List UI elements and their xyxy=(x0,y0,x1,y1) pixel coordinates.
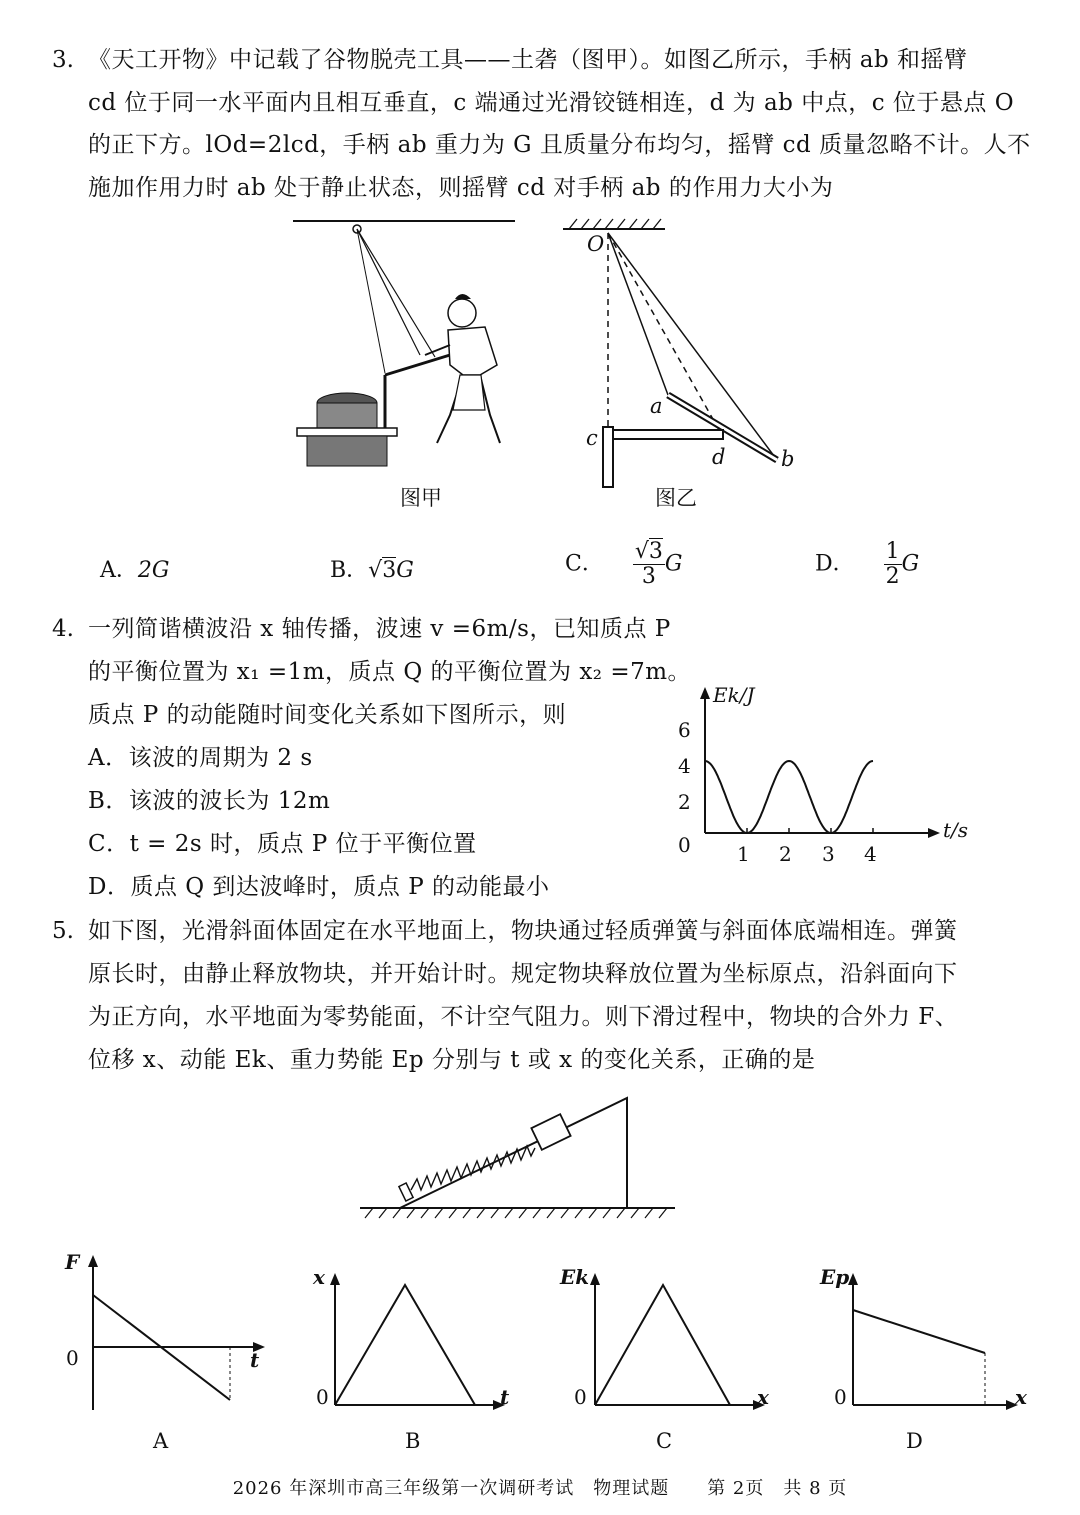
q5-graph-b[interactable] xyxy=(305,1270,515,1420)
q3-number: 3. xyxy=(52,47,74,73)
q3-option-b-text: G xyxy=(396,558,414,583)
q3-option-d[interactable] xyxy=(815,540,919,589)
q4-number: 4. xyxy=(52,616,74,642)
q3-option-c-denominator: 3 xyxy=(641,564,656,589)
q4-x-arrow xyxy=(928,828,940,838)
q4-ek-curve xyxy=(705,761,873,833)
q5-a-y-label: F xyxy=(65,1250,80,1274)
q3-option-c[interactable] xyxy=(565,540,682,589)
q4-ytick-6: 6 xyxy=(678,718,691,742)
q4-option-d[interactable]: D．质点 Q 到达波峰时，质点 P 的动能最小 xyxy=(88,874,550,900)
q5-b-y-label: x xyxy=(313,1265,325,1289)
sqrt-symbol: √ xyxy=(368,558,383,583)
q5-d-letter: D xyxy=(906,1429,923,1453)
q4-xtick-3: 3 xyxy=(822,842,835,866)
figure-yi-diagram xyxy=(555,215,805,495)
q3-option-d-fraction xyxy=(884,540,902,589)
q5-graph-c[interactable] xyxy=(565,1270,775,1420)
q3-line-4: 施加作用力时 ab 处于静止状态，则摇臂 cd 对手柄 ab 的作用力大小为 xyxy=(88,175,834,201)
q5-graph-d-line xyxy=(853,1310,985,1353)
q3-option-d-denominator: 2 xyxy=(885,564,900,589)
q4-line-1: 一列简谐横波沿 x 轴传播，波速 v =6m/s，已知质点 P xyxy=(88,616,671,642)
q5-b-letter: B xyxy=(405,1429,421,1453)
q5-graph-a[interactable] xyxy=(65,1250,275,1430)
label-d: d xyxy=(712,445,726,469)
q4-line-2: 的平衡位置为 x₁ =1m，质点 Q 的平衡位置为 x₂ =7m。 xyxy=(88,659,692,685)
q3-option-b[interactable] xyxy=(330,557,414,585)
q5-graph-d[interactable] xyxy=(825,1270,1035,1420)
q5-a-x-label: t xyxy=(250,1348,260,1372)
q4-ytick-4: 4 xyxy=(678,754,691,778)
label-O: O xyxy=(587,232,605,256)
q3-line-3: 的正下方。lOd=2lcd，手柄 ab 重力为 G 且质量分布均匀，摇臂 cd 质量忽略不计。人不 xyxy=(88,132,1031,158)
q5-graph-d-y-arrow xyxy=(848,1273,858,1285)
figure-jia-caption: 图甲 xyxy=(400,486,442,510)
q4-y-label: Ek/J xyxy=(713,683,755,707)
q3-option-c-text: G xyxy=(664,551,683,577)
q5-line-4: 位移 x、动能 Ek、重力势能 Ep 分别与 t 或 x 的变化关系，正确的是 xyxy=(88,1047,816,1073)
q5-number: 5. xyxy=(52,918,74,944)
q5-c-letter: C xyxy=(656,1429,673,1453)
q4-x-label: t/s xyxy=(943,818,969,842)
q5-graph-b-y-arrow xyxy=(330,1273,340,1285)
q5-b-origin: 0 xyxy=(316,1385,329,1409)
q5-d-y-label: Ep xyxy=(820,1265,850,1289)
q5-c-origin: 0 xyxy=(574,1385,587,1409)
q4-xtick-1: 1 xyxy=(737,842,750,866)
label-a: a xyxy=(650,394,663,418)
label-c: c xyxy=(586,426,598,450)
page-footer: 2026 年深圳市高三年级第一次调研考试 物理试题 第 2页 共 8 页 xyxy=(232,1478,848,1499)
q5-graph-b-line xyxy=(335,1285,475,1405)
q5-graph-c-line xyxy=(595,1285,730,1405)
q3-option-a-text: 2G xyxy=(137,558,170,583)
q4-line-3: 质点 P 的动能随时间变化关系如下图所示，则 xyxy=(88,702,567,728)
q3-line-1: 《天工开物》中记载了谷物脱壳工具——土砻（图甲）。如图乙所示，手柄 ab 和摇臂 xyxy=(88,47,968,73)
q3-option-d-label: D． xyxy=(815,551,855,577)
q3-line-2: cd 位于同一水平面内且相互垂直，c 端通过光滑铰链相连，d 为 ab 中点，c 位于悬点 O xyxy=(88,90,1015,116)
q5-c-y-label: Ek xyxy=(560,1265,590,1289)
q5-d-origin: 0 xyxy=(834,1385,847,1409)
q3-option-b-root: 3 xyxy=(382,558,397,583)
q5-b-x-label: t xyxy=(500,1385,510,1409)
q5-graph-c-y-arrow xyxy=(590,1273,600,1285)
q5-line-2: 原长时，由静止释放物块，并开始计时。规定物块释放位置为坐标原点，沿斜面向下 xyxy=(88,961,958,987)
figure-jia-illustration xyxy=(285,215,525,480)
q4-xtick-2: 2 xyxy=(779,842,792,866)
q4-ytick-0: 0 xyxy=(678,833,691,857)
q3-option-c-numerator: √3 xyxy=(634,539,663,564)
figure-yi-caption: 图乙 xyxy=(655,486,697,510)
q3-option-a[interactable] xyxy=(100,557,169,585)
q5-a-letter: A xyxy=(153,1429,169,1453)
q5-line-1: 如下图，光滑斜面体固定在水平地面上，物块通过轻质弹簧与斜面体底端相连。弹簧 xyxy=(88,918,958,944)
q4-option-a[interactable]: A．该波的周期为 2 s xyxy=(88,745,313,771)
q3-option-c-label: C． xyxy=(565,551,604,577)
q4-option-c[interactable]: C．t = 2s 时，质点 P 位于平衡位置 xyxy=(88,831,477,857)
q5-graph-a-y-arrow xyxy=(88,1255,98,1267)
q5-a-origin: 0 xyxy=(66,1346,79,1370)
q3-option-d-text: G xyxy=(901,551,920,577)
label-b: b xyxy=(781,447,795,471)
q5-d-x-label: x xyxy=(1015,1385,1027,1409)
q3-option-b-label: B． xyxy=(330,558,369,583)
q5-line-3: 为正方向，水平地面为零势能面，不计空气阻力。则下滑过程中，物块的合外力 F、 xyxy=(88,1004,959,1030)
q3-option-a-label: A． xyxy=(100,558,138,583)
q3-option-c-fraction xyxy=(633,540,665,589)
q4-xtick-4: 4 xyxy=(864,842,877,866)
q5-c-x-label: x xyxy=(757,1385,769,1409)
incline-spring-diagram xyxy=(355,1090,685,1225)
q3-option-d-numerator: 1 xyxy=(885,539,900,564)
q4-ytick-2: 2 xyxy=(678,790,691,814)
q4-option-b[interactable]: B．该波的波长为 12m xyxy=(88,788,331,814)
q4-y-arrow xyxy=(700,687,710,699)
